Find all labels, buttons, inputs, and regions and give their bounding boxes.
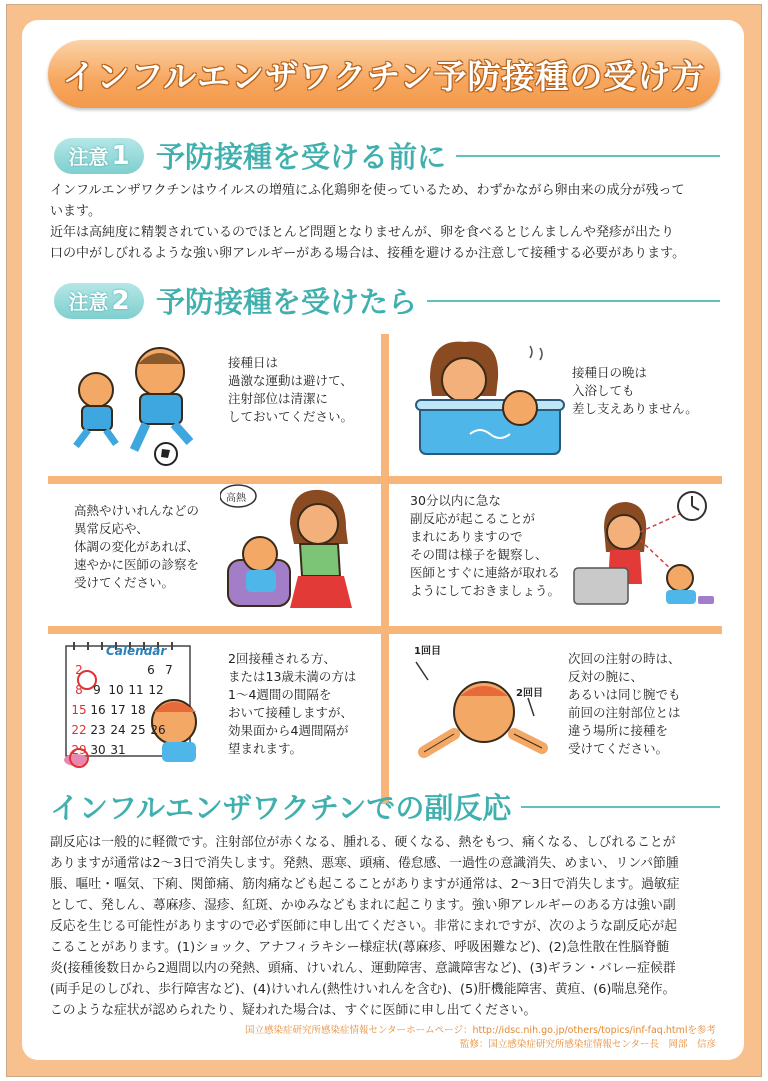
section3-divider bbox=[521, 806, 720, 808]
advice-cell-observe bbox=[392, 484, 720, 624]
section3-body bbox=[50, 832, 722, 1021]
advice-line: 高熱やけいれんなどの bbox=[74, 503, 200, 518]
calendar-day: 2 bbox=[75, 663, 83, 677]
calendar-row bbox=[70, 740, 178, 760]
section2-badge bbox=[54, 283, 144, 319]
advice-line: 30分以内に急な bbox=[410, 493, 501, 508]
calendar-day: 18 bbox=[130, 703, 146, 717]
calendar-day: 16 bbox=[90, 703, 106, 717]
section1-line: 口の中がしびれるような強い卵アレルギーがある場合は、接種を避けるか注意して接種する必要があります。 bbox=[50, 246, 686, 261]
advice-line: 1～4週間の間隔を bbox=[228, 687, 332, 702]
advice-text-observe bbox=[410, 492, 560, 600]
advice-line: 速やかに医師の診察を bbox=[74, 557, 200, 572]
advice-line: 異常反応や、 bbox=[74, 521, 149, 536]
footer-source: 国立感染症研究所感染症情報センターホームページ：http://idsc.nih.go.jp/others/topics/inf-faq.htmlを参考 bbox=[245, 1025, 716, 1036]
section2-badge-label: 注意 bbox=[68, 290, 109, 314]
section3-line: 副反応は一般的に軽微です。注射部位が赤くなる、腫れる、硬くなる、熱をもつ、痛くなる、しびれることが bbox=[50, 835, 676, 850]
section1-body bbox=[50, 180, 722, 264]
calendar-row bbox=[70, 680, 178, 700]
section1-badge bbox=[54, 138, 144, 174]
mother-caring-sick-child-illustration bbox=[220, 484, 370, 619]
advice-line: 反対の腕に、 bbox=[568, 669, 644, 684]
advice-line: 望まれます。 bbox=[228, 741, 303, 756]
advice-line: 前回の注射部位とは bbox=[568, 705, 681, 720]
advice-cell-injection-site bbox=[392, 634, 720, 774]
section1-line: インフルエンザワクチンはウイルスの増殖にふ化鶏卵を使っているため、わずかながら卵由来の成分が残って bbox=[50, 183, 685, 198]
fever-speech-bubble: 高熱 bbox=[226, 493, 246, 504]
advice-line: 接種日は bbox=[228, 355, 279, 370]
calendar-day: 11 bbox=[128, 683, 144, 697]
calendar-day: 8 bbox=[75, 683, 83, 697]
calendar-day: 7 bbox=[165, 663, 173, 677]
section3-line: このような症状が認められたり、疑われた場合は、すぐに医師に申し出てください。 bbox=[50, 1003, 537, 1018]
calendar-row bbox=[70, 660, 178, 680]
calendar-day: 25 bbox=[130, 723, 146, 737]
advice-line: 過激な運動は避けて、 bbox=[228, 373, 353, 388]
advice-cell-interval bbox=[48, 634, 376, 774]
calendar-day: 12 bbox=[148, 683, 164, 697]
advice-text-exercise bbox=[228, 354, 353, 426]
mother-watching-child-and-clock-illustration bbox=[568, 488, 718, 618]
advice-line: 差し支えありません。 bbox=[572, 401, 698, 416]
calendar-day: 6 bbox=[147, 663, 155, 677]
advice-line: 入浴しても bbox=[572, 383, 635, 398]
section3-header bbox=[50, 786, 720, 827]
section3-line: として、発しん、蕁麻疹、湿疹、紅斑、かゆみなどもまれに起こります。強い卵アレルギーのある方は強い副 bbox=[50, 898, 676, 913]
advice-line: 2回接種される方、 bbox=[228, 651, 336, 666]
section3-line: 炎(接種後数日から2週間以内の発熱、頭痛、けいれん、運動障害、意識障害など)、(3)ギラン・バレー症候群 bbox=[50, 961, 676, 976]
calendar-row bbox=[70, 720, 178, 740]
section1-line: 近年は高純度に精製されているのでほとんど問題となりませんが、卵を食べるとじんましんや発疹が出たり bbox=[50, 225, 675, 240]
calendar-day: 24 bbox=[110, 723, 126, 737]
section3-line: 脹、嘔吐・嘔気、下痢、関節痛、筋肉痛なども起こることがありますが通常は、2～3日で消失します。過敏症 bbox=[50, 877, 680, 892]
section1-heading: 予防接種を受ける前に bbox=[156, 140, 447, 174]
page-title: インフルエンザワクチン予防接種の受け方 bbox=[48, 40, 720, 108]
advice-text-interval bbox=[228, 650, 356, 758]
section1-badge-number: 1 bbox=[111, 140, 130, 171]
advice-line: 注射部位は清潔に bbox=[228, 391, 329, 406]
section3-line: こることがあります。(1)ショック、アナフィラキシー様症状(蕁麻疹、呼吸困難など)、(2)急性散在性脳脊髄 bbox=[50, 940, 670, 955]
calendar-day: 31 bbox=[110, 743, 126, 757]
mother-bathing-baby-illustration bbox=[410, 338, 575, 468]
advice-line: ようにしておきましょう。 bbox=[410, 583, 561, 598]
advice-text-injection-site bbox=[568, 650, 681, 758]
section2-header bbox=[54, 280, 720, 321]
section3-line: (両手足のしびれ、歩行障害など)、(4)けいれん(熱性けいれんを含む)、(5)肝機能障害、黄疸、(6)喘息発作。 bbox=[50, 982, 676, 997]
section1-header bbox=[54, 135, 720, 176]
calendar-row bbox=[70, 700, 178, 720]
advice-cell-fever bbox=[48, 484, 376, 624]
second-dose-label: 2回目 bbox=[516, 688, 543, 699]
advice-line: 接種日の晩は bbox=[572, 365, 648, 380]
calendar-label: Calendar bbox=[106, 644, 167, 658]
first-dose-label: 1回目 bbox=[414, 646, 441, 657]
advice-line: 受けてください。 bbox=[74, 575, 175, 590]
advice-line: しておいてください。 bbox=[228, 409, 354, 424]
advice-line: 医師とすぐに連絡が取れる bbox=[410, 565, 561, 580]
advice-line: 次回の注射の時は、 bbox=[568, 651, 681, 666]
section2-heading: 予防接種を受けたら bbox=[156, 285, 418, 319]
advice-text-bath bbox=[572, 364, 698, 418]
advice-line: 体調の変化があれば、 bbox=[74, 539, 200, 554]
section3-heading: インフルエンザワクチンでの副反応 bbox=[50, 791, 512, 825]
calendar-day: 10 bbox=[108, 683, 124, 697]
calendar-day: 29 bbox=[71, 743, 87, 757]
section1-badge-label: 注意 bbox=[68, 145, 109, 169]
section3-line: ありますが通常は2～3日で消失します。発熱、悪寒、頭痛、倦怠感、一過性の意識消失、めまい、リンパ節腫 bbox=[50, 856, 679, 871]
calendar-day: 17 bbox=[110, 703, 126, 717]
section1-line: います。 bbox=[50, 204, 101, 219]
section3-line: 反応を生じる可能性がありますので必ず医師に申し出てください。非常にまれですが、次のような副反応が起 bbox=[50, 919, 678, 934]
calendar-day: 15 bbox=[71, 703, 87, 717]
advice-line: 受けてください。 bbox=[568, 741, 669, 756]
calendar-grid bbox=[70, 660, 178, 760]
calendar-day: 23 bbox=[90, 723, 106, 737]
kids-playing-soccer-illustration bbox=[62, 342, 212, 467]
advice-line: または13歳未満の方は bbox=[228, 669, 357, 684]
advice-cell-bath bbox=[392, 334, 720, 474]
section2-divider bbox=[427, 300, 720, 302]
advice-cell-exercise bbox=[48, 334, 376, 474]
footer-supervisor: 監修：国立感染症研究所感染症情報センター長 岡部 信彦 bbox=[459, 1039, 716, 1050]
advice-line: 違う場所に接種を bbox=[568, 723, 669, 738]
advice-line: おいて接種しますが、 bbox=[228, 705, 354, 720]
calendar-day: 22 bbox=[71, 723, 87, 737]
advice-line: その間は様子を観察し、 bbox=[410, 547, 548, 562]
advice-line: 副反応が起こることが bbox=[410, 511, 536, 526]
advice-line: 効果面から4週間隔が bbox=[228, 723, 349, 738]
calendar-day: 26 bbox=[150, 723, 166, 737]
section1-divider bbox=[456, 155, 720, 157]
calendar-day: 30 bbox=[90, 743, 106, 757]
advice-line: あるいは同じ腕でも bbox=[568, 687, 681, 702]
advice-text-fever bbox=[74, 502, 199, 592]
baby-arms-illustration bbox=[410, 640, 570, 770]
section2-badge-number: 2 bbox=[111, 285, 130, 316]
calendar-day: 9 bbox=[93, 683, 101, 697]
advice-line: まれにありますので bbox=[410, 529, 523, 544]
